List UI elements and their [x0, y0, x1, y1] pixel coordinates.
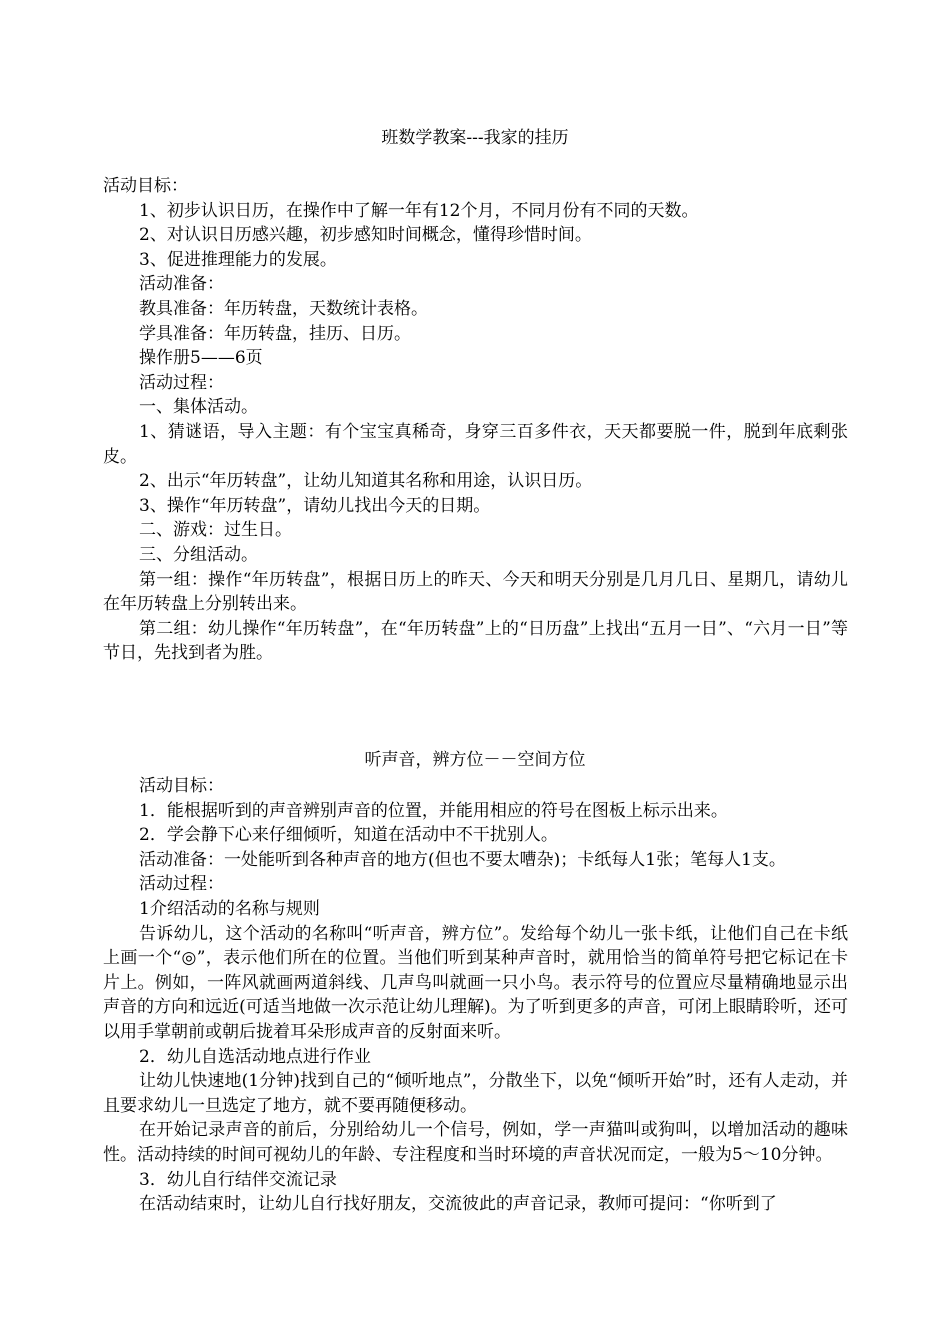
paragraph: 第一组：操作“年历转盘”，根据日历上的昨天、今天和明天分别是几月几日、星期几，请幼儿在年历转盘上分别转出来。	[103, 569, 848, 615]
lesson-plan-title-calendar: 班数学教案---我家的挂历	[381, 128, 569, 148]
lesson-plan-body-sound-direction	[103, 774, 848, 1217]
lesson-plan-title-sound-direction: 听声音，辨方位－－空间方位	[364, 750, 586, 770]
paragraph: 3、操作“年历转盘”，请幼儿找出今天的日期。	[139, 495, 491, 516]
paragraph: 活动目标：	[139, 776, 224, 796]
paragraph: 学具准备：年历转盘，挂历、日历。	[139, 323, 411, 344]
paragraph: 1、初步认识日历，在操作中了解一年有12个月，不同月份有不同的天数。	[139, 200, 699, 221]
paragraph: 教具准备：年历转盘，天数统计表格。	[139, 298, 428, 319]
paragraph: 活动过程：	[139, 372, 224, 393]
paragraph: 3．幼儿自行结伴交流记录	[139, 1169, 337, 1190]
paragraph: 操作册5——6页	[139, 348, 263, 369]
paragraph: 1、猜谜语，导入主题：有个宝宝真稀奇，身穿三百多件衣，天天都要脱一件，脱到年底剩张皮。	[103, 421, 848, 467]
paragraph: 2．幼儿自选活动地点进行作业	[139, 1046, 371, 1067]
paragraph: 2、对认识日历感兴趣，初步感知时间概念，懂得珍惜时间。	[139, 225, 592, 246]
paragraph: 2．学会静下心来仔细倾听，知道在活动中不干扰别人。	[139, 825, 558, 846]
paragraph: 二、游戏：过生日。	[139, 520, 292, 541]
paragraph: 在活动结束时，让幼儿自行找好朋友，交流彼此的声音记录，教师可提问：“你听到了	[139, 1194, 777, 1215]
paragraph: 1．能根据听到的声音辨别声音的位置，并能用相应的符号在图板上标示出来。	[139, 800, 728, 821]
paragraph: 3、促进推理能力的发展。	[139, 249, 337, 270]
paragraph: 告诉幼儿，这个活动的名称叫“听声音，辨方位”。发给每个幼儿一张卡纸，让他们自己在卡纸上画一个“◎”，表示他们所在的位置。当他们听到某种声音时，就用恰当的简单符号把它标记在卡片上。例如，一阵风就画两道斜线、几声鸟叫就画一只小鸟。表示符号的位置应尽量精确地显示出声音的方向和远近(可适当地做一次示范让幼儿理解)。为了听到更多的声音，可闭上眼睛聆听，还可以用手掌朝前或朝后拢着耳朵形成声音的反射面来听。	[103, 923, 848, 1042]
paragraph: 第二组：幼儿操作“年历转盘”，在“年历转盘”上的“日历盘”上找出“五月一日”、“六月一日”等节日，先找到者为胜。	[103, 618, 848, 664]
paragraph: 2、出示“年历转盘”，让幼儿知道其名称和用途，认识日历。	[139, 471, 593, 492]
paragraph: 让幼儿快速地(1分钟)找到自己的“倾听地点”，分散坐下，以免“倾听开始”时，还有人走动，并且要求幼儿一旦选定了地方，就不要再随便移动。	[103, 1071, 848, 1116]
paragraph: 在开始记录声音的前后，分别给幼儿一个信号，例如，学一声猫叫或狗叫，以增加活动的趣味性。活动持续的时间可视幼儿的年龄、专注程度和当时环境的声音状况而定，一般为5～10分钟。	[103, 1120, 848, 1165]
paragraph: 活动过程：	[139, 874, 224, 895]
paragraph: 1介绍活动的名称与规则	[139, 898, 320, 919]
paragraph: 活动目标：	[103, 176, 188, 196]
lesson-plan-body-calendar	[103, 174, 848, 666]
paragraph: 活动准备：一处能听到各种声音的地方(但也不要太嘈杂)；卡纸每人1张；笔每人1支。	[139, 849, 786, 870]
paragraph: 活动准备：	[139, 274, 224, 295]
paragraph: 一、集体活动。	[139, 397, 258, 418]
paragraph: 三、分组活动。	[139, 544, 258, 565]
